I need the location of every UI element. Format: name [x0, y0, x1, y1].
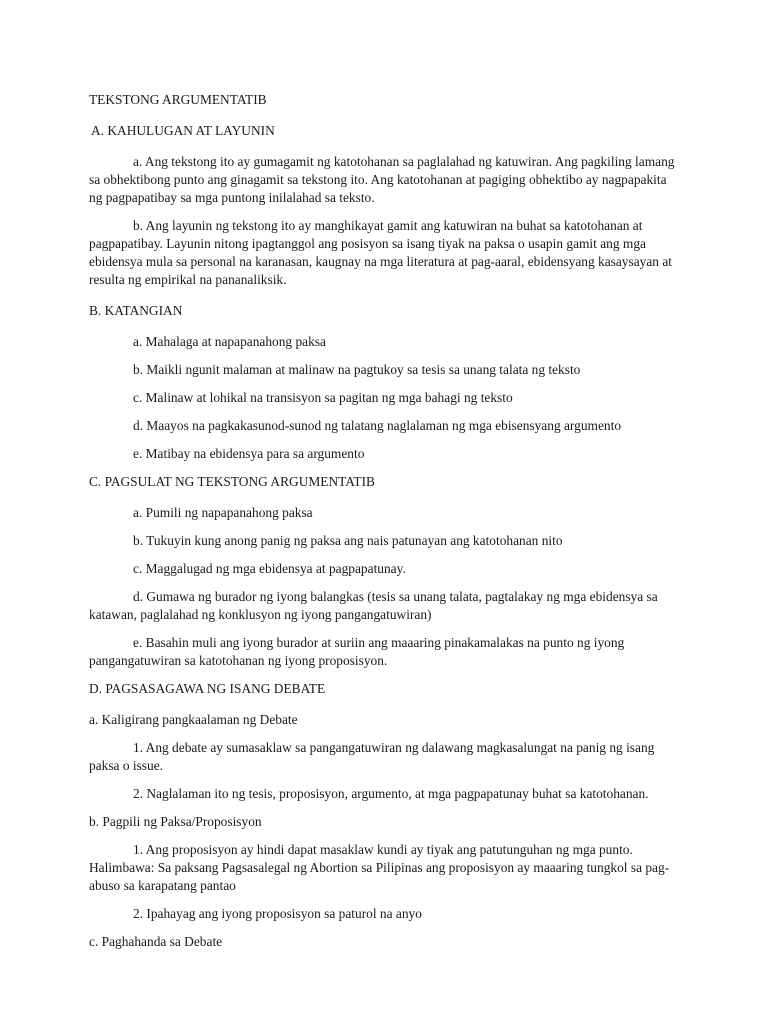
- section-b-item: e. Matibay na ebidensya para sa argumento: [133, 446, 365, 461]
- section-d-sub-a-item: 1. Ang debate ay sumasaklaw sa pangangatuwiran ng dalawang magkasalungat na panig ng isang paksa o issue.: [89, 740, 655, 773]
- section-c-item: b. Tukuyin kung anong panig ng paksa ang nais patunayan ang katotohanan nito: [133, 533, 563, 548]
- section-c-item: c. Maggalugad ng mga ebidensya at pagpapatunay.: [133, 561, 406, 576]
- section-b-heading: B. KATANGIAN: [89, 303, 183, 318]
- document-page: [89, 91, 679, 961]
- section-d-heading: D. PAGSASAGAWA NG ISANG DEBATE: [89, 681, 326, 696]
- section-d-sub-b-item: 2. Ipahayag ang iyong proposisyon sa paturol na anyo: [133, 906, 422, 921]
- section-c-heading: C. PAGSULAT NG TEKSTONG ARGUMENTATIB: [89, 474, 375, 489]
- section-a-heading: A. KAHULUGAN AT LAYUNIN: [91, 123, 275, 138]
- section-d-sub-a-item: 2. Naglalaman ito ng tesis, proposisyon, argumento, at mga pagpapatunay buhat sa katotohanan.: [133, 786, 649, 801]
- section-a-item: a. Ang tekstong ito ay gumagamit ng katotohanan sa paglalahad ng katuwiran. Ang pagkiling lamang sa obhektibong punto ang ginagamit sa tekstong ito. Ang katotohanan at pagiging obhektibo ay nagpapakita ng pagpapatibay sa mga puntong inilalahad sa teksto.: [89, 154, 675, 205]
- section-c-item: a. Pumili ng napapanahong paksa: [133, 505, 313, 520]
- section-c-item: d. Gumawa ng burador ng iyong balangkas (tesis sa unang talata, pagtalakay ng mga ebidensya sa katawan, paglalahad ng konklusyon ng iyong pangangatuwiran): [89, 589, 658, 622]
- section-b-item: d. Maayos na pagkakasunod-sunod ng talatang naglalaman ng mga ebisensyang argumento: [133, 418, 622, 433]
- section-d-sub-b-label: b. Pagpili ng Paksa/Proposisyon: [89, 814, 262, 829]
- section-b-item: a. Mahalaga at napapanahong paksa: [133, 334, 326, 349]
- section-b-item: b. Maikli ngunit malaman at malinaw na pagtukoy sa tesis sa unang talata ng teksto: [133, 362, 581, 377]
- section-b-item: c. Malinaw at lohikal na transisyon sa pagitan ng mga bahagi ng teksto: [133, 390, 513, 405]
- section-c-item: e. Basahin muli ang iyong burador at suriin ang maaaring pinakamalakas na punto ng iyong pangangatuwiran sa katotohanan ng iyong proposisyon.: [89, 635, 625, 668]
- document-title: TEKSTONG ARGUMENTATIB: [89, 92, 267, 107]
- section-d-sub-a-label: a. Kaligirang pangkaalaman ng Debate: [89, 712, 298, 727]
- section-d-sub-c-label: c. Paghahanda sa Debate: [89, 934, 223, 949]
- section-a-item: b. Ang layunin ng tekstong ito ay manghikayat gamit ang katuwiran na buhat sa katotohanan at pagpapatibay. Layunin nitong ipagtanggol ang posisyon sa isang tiyak na paksa o usapin gamit ang mga ebidensya mula sa personal na karanasan, kaugnay na mga literatura at pag-aaral, ebidensyang kasaysayan at resulta ng empirikal na pananaliksik.: [89, 218, 672, 287]
- section-d-sub-b-item: 1. Ang proposisyon ay hindi dapat masaklaw kundi ay tiyak ang patutunguhan ng mga punto. Halimbawa: Sa paksang Pagsasalegal ng Abortion sa Pilipinas ang proposisyon ay maaaring tungkol sa pag-abuso sa karapatang pantao: [89, 842, 670, 893]
